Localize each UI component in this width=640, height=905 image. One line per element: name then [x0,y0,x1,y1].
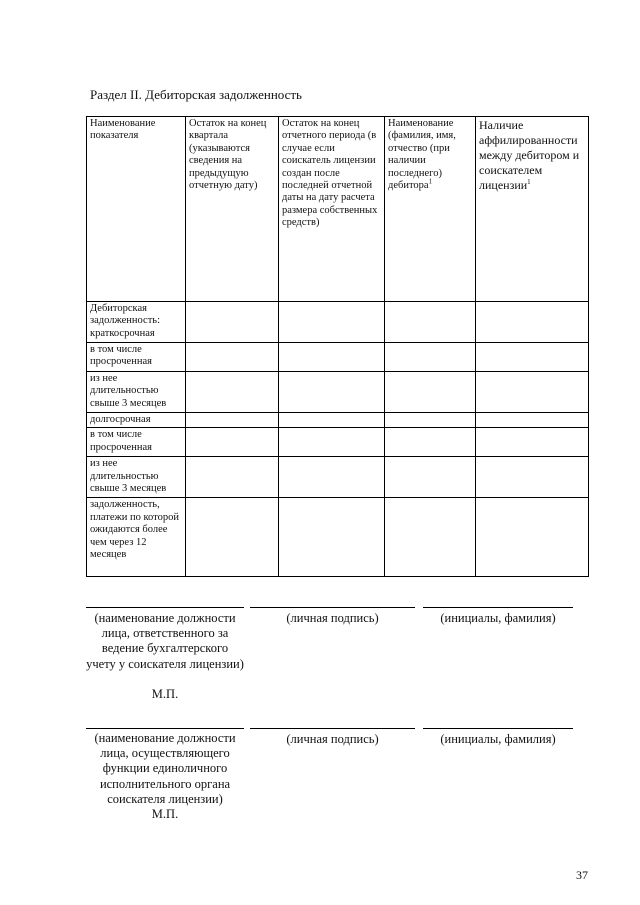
table-cell [279,302,385,343]
name-line [423,607,573,608]
table-cell [385,302,476,343]
table-cell [476,457,589,498]
table-cell [186,343,279,372]
position-caption: (наименование должности лица, осуществляющего функции единоличного исполнительного органа соискателя лицензии) [94,731,236,806]
header-indicator: Наименование показателя [87,117,186,302]
table-header-row [87,117,589,302]
row-label: долгосрочная [87,413,186,428]
name-line [423,728,573,729]
table-row [87,413,589,428]
table-cell [186,457,279,498]
stamp-mark: М.П. [151,687,179,701]
table-row [87,498,589,577]
row-label: в том числе просроченная [87,343,186,372]
header-debtor-name: Наименование (фамилия, имя, отчество (при наличии последнего) дебитора$^1$ [385,117,476,302]
position-line [86,728,244,729]
table-cell [385,498,476,577]
position-line [86,607,244,608]
page-number: 37 [576,868,588,882]
table-cell [476,372,589,413]
table-cell [186,413,279,428]
position-caption: (наименование должности лица, ответственного за ведение бухгалтерского учету у соискателя лицензии) [86,611,244,671]
table-cell [279,498,385,577]
signature-line [250,728,415,729]
table-cell [186,428,279,457]
table-cell [385,372,476,413]
row-label: задолженность, платежи по которой ожидаются более чем через 12 месяцев [87,498,186,577]
stamp-mark: М.П. [151,807,179,821]
debt-table [86,116,589,577]
signature-caption: (личная подпись) [286,732,379,746]
row-label: из нее длительностью свыше 3 месяцев [87,372,186,413]
footnote-mark: 1 [527,178,531,186]
row-label: в том числе просроченная [87,428,186,457]
table-cell [476,428,589,457]
table-cell [476,498,589,577]
table-cell [186,498,279,577]
table-cell [279,413,385,428]
table-row [87,372,589,413]
table-cell [385,457,476,498]
header-quarter-balance: Остаток на конец квартала (указываются сведения на предыдущую отчетную дату) [186,117,279,302]
signature-caption: (личная подпись) [286,611,379,625]
table-cell [385,343,476,372]
table-cell [279,372,385,413]
signature-line [250,607,415,608]
table-cell [476,343,589,372]
table-cell [279,457,385,498]
table-row [87,457,589,498]
footnote-mark: 1 [428,177,433,186]
name-caption: (инициалы, фамилия) [440,732,556,746]
table-row [87,302,589,343]
header-period-balance: Остаток на конец отчетного периода (в случае если соискатель лицензии создан после последней отчетной даты на дату расчета размера собственных средств) [279,117,385,302]
table-cell [186,372,279,413]
table-cell [279,343,385,372]
table-cell [279,428,385,457]
table-cell [186,302,279,343]
table-cell [476,413,589,428]
row-label: из нее длительностью свыше 3 месяцев [87,457,186,498]
section-title: Раздел II. Дебиторская задолженность [90,87,302,102]
header-affiliation: Наличие аффилированности между дебитором и соискателем лицензии$^1$ [476,117,589,302]
table-row [87,428,589,457]
table-cell [476,302,589,343]
table-cell [385,428,476,457]
table-row [87,343,589,372]
name-caption: (инициалы, фамилия) [440,611,556,625]
row-label: Дебиторская задолженность: краткосрочная [87,302,186,343]
table-cell [385,413,476,428]
